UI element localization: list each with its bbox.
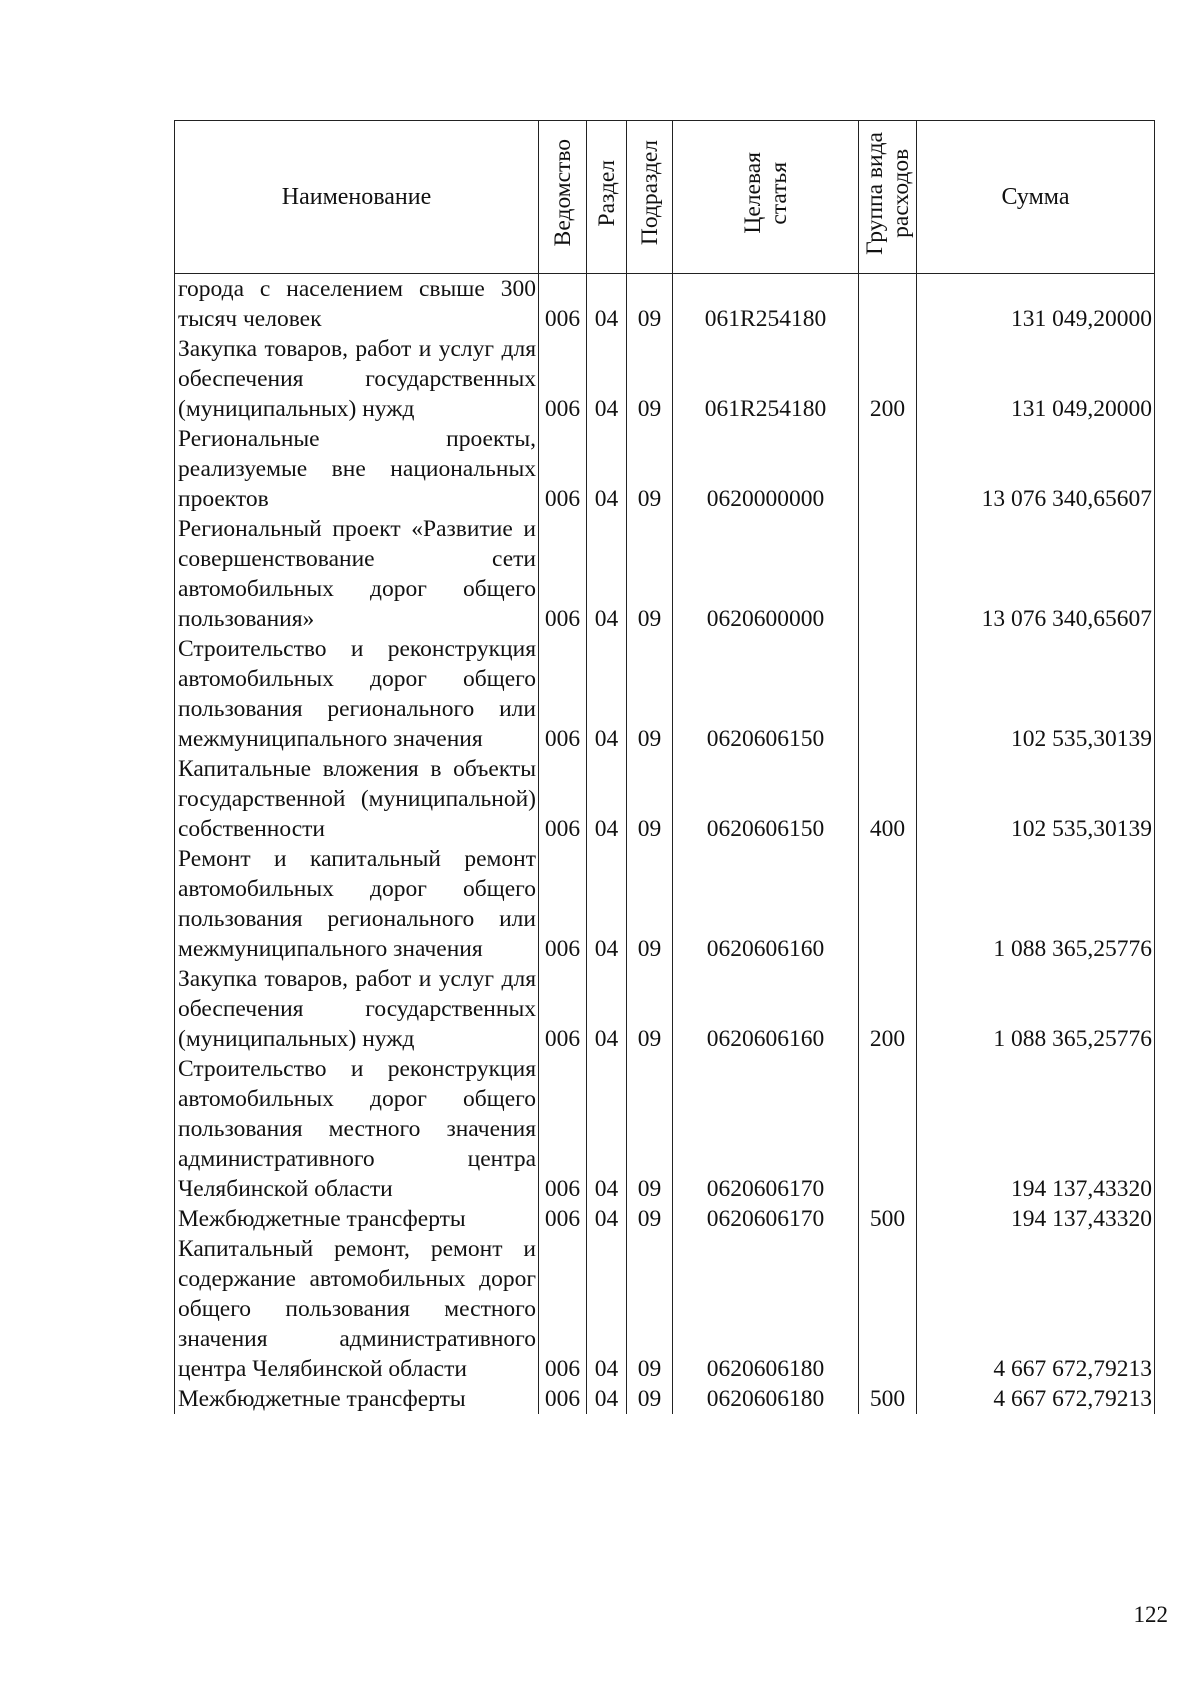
cell-name: города с населением свыше 300 тысяч человек xyxy=(175,274,539,335)
cell-podrazdel: 09 xyxy=(627,754,673,844)
cell-vedomstvo: 006 xyxy=(539,964,587,1054)
header-celevaya-statya: Целевая статья xyxy=(673,121,859,274)
cell-podrazdel: 09 xyxy=(627,964,673,1054)
table-row xyxy=(175,514,1155,634)
cell-summa: 4 667 672,79213 xyxy=(917,1384,1155,1414)
cell-podrazdel: 09 xyxy=(627,514,673,634)
cell-celevaya-statya: 0620606180 xyxy=(673,1384,859,1414)
cell-podrazdel: 09 xyxy=(627,274,673,335)
cell-celevaya-statya: 0620606180 xyxy=(673,1234,859,1384)
cell-razdel: 04 xyxy=(587,634,627,754)
cell-summa: 102 535,30139 xyxy=(917,754,1155,844)
cell-celevaya-statya: 061R254180 xyxy=(673,334,859,424)
cell-gruppa: 200 xyxy=(859,964,917,1054)
cell-name: Закупка товаров, работ и услуг для обеспечения государственных (муниципальных) нужд xyxy=(175,964,539,1054)
cell-razdel: 04 xyxy=(587,514,627,634)
cell-razdel: 04 xyxy=(587,754,627,844)
cell-razdel: 04 xyxy=(587,1234,627,1384)
header-name: Наименование xyxy=(175,121,539,274)
cell-name: Капитальные вложения в объекты государственной (муниципальной) собственности xyxy=(175,754,539,844)
header-vedomstvo: Ведомство xyxy=(539,121,587,274)
cell-vedomstvo: 006 xyxy=(539,424,587,514)
cell-name: Межбюджетные трансферты xyxy=(175,1204,539,1234)
cell-podrazdel: 09 xyxy=(627,1204,673,1234)
cell-name: Региональные проекты, реализуемые вне национальных проектов xyxy=(175,424,539,514)
cell-vedomstvo: 006 xyxy=(539,844,587,964)
cell-gruppa xyxy=(859,1054,917,1204)
header-summa: Сумма xyxy=(917,121,1155,274)
cell-razdel: 04 xyxy=(587,964,627,1054)
cell-podrazdel: 09 xyxy=(627,1054,673,1204)
cell-summa: 131 049,20000 xyxy=(917,274,1155,335)
cell-vedomstvo: 006 xyxy=(539,754,587,844)
cell-podrazdel: 09 xyxy=(627,634,673,754)
cell-gruppa: 400 xyxy=(859,754,917,844)
cell-razdel: 04 xyxy=(587,334,627,424)
cell-celevaya-statya: 0620606150 xyxy=(673,634,859,754)
cell-razdel: 04 xyxy=(587,1384,627,1414)
cell-gruppa xyxy=(859,274,917,335)
header-podrazdel: Подраздел xyxy=(627,121,673,274)
table-row xyxy=(175,754,1155,844)
cell-summa: 13 076 340,65607 xyxy=(917,514,1155,634)
cell-summa: 13 076 340,65607 xyxy=(917,424,1155,514)
cell-vedomstvo: 006 xyxy=(539,1204,587,1234)
cell-name: Региональный проект «Развитие и совершенствование сети автомобильных дорог общего пользования» xyxy=(175,514,539,634)
table-row xyxy=(175,1204,1155,1234)
header-gruppa-vida-rashodov: Группа вида расходов xyxy=(859,121,917,274)
cell-podrazdel: 09 xyxy=(627,334,673,424)
table-row xyxy=(175,424,1155,514)
cell-celevaya-statya: 0620606170 xyxy=(673,1204,859,1234)
cell-name: Строительство и реконструкция автомобильных дорог общего пользования регионального или межмуниципального значения xyxy=(175,634,539,754)
table-row xyxy=(175,274,1155,335)
table-body xyxy=(175,274,1155,1415)
cell-summa: 102 535,30139 xyxy=(917,634,1155,754)
cell-gruppa xyxy=(859,844,917,964)
cell-podrazdel: 09 xyxy=(627,1384,673,1414)
cell-summa: 194 137,43320 xyxy=(917,1204,1155,1234)
cell-vedomstvo: 006 xyxy=(539,1384,587,1414)
table-row xyxy=(175,1234,1155,1384)
cell-gruppa xyxy=(859,424,917,514)
budget-table xyxy=(174,120,1155,1414)
cell-celevaya-statya: 0620600000 xyxy=(673,514,859,634)
cell-gruppa: 500 xyxy=(859,1384,917,1414)
cell-summa: 4 667 672,79213 xyxy=(917,1234,1155,1384)
table-row xyxy=(175,964,1155,1054)
cell-vedomstvo: 006 xyxy=(539,1234,587,1384)
cell-razdel: 04 xyxy=(587,424,627,514)
cell-summa: 1 088 365,25776 xyxy=(917,964,1155,1054)
table-row xyxy=(175,634,1155,754)
cell-gruppa: 200 xyxy=(859,334,917,424)
cell-podrazdel: 09 xyxy=(627,844,673,964)
cell-gruppa: 500 xyxy=(859,1204,917,1234)
cell-podrazdel: 09 xyxy=(627,1234,673,1384)
cell-celevaya-statya: 0620606170 xyxy=(673,1054,859,1204)
cell-vedomstvo: 006 xyxy=(539,514,587,634)
cell-summa: 1 088 365,25776 xyxy=(917,844,1155,964)
cell-celevaya-statya: 0620606160 xyxy=(673,964,859,1054)
cell-summa: 194 137,43320 xyxy=(917,1054,1155,1204)
cell-celevaya-statya: 0620000000 xyxy=(673,424,859,514)
cell-gruppa xyxy=(859,1234,917,1384)
page-number: 122 xyxy=(1133,1602,1168,1627)
table-row xyxy=(175,844,1155,964)
cell-vedomstvo: 006 xyxy=(539,634,587,754)
cell-razdel: 04 xyxy=(587,1204,627,1234)
cell-name: Закупка товаров, работ и услуг для обеспечения государственных (муниципальных) нужд xyxy=(175,334,539,424)
cell-summa: 131 049,20000 xyxy=(917,334,1155,424)
cell-razdel: 04 xyxy=(587,844,627,964)
table-row xyxy=(175,334,1155,424)
cell-podrazdel: 09 xyxy=(627,424,673,514)
cell-celevaya-statya: 061R254180 xyxy=(673,274,859,335)
cell-vedomstvo: 006 xyxy=(539,1054,587,1204)
cell-razdel: 04 xyxy=(587,1054,627,1204)
cell-gruppa xyxy=(859,634,917,754)
table-header xyxy=(175,121,1155,274)
cell-vedomstvo: 006 xyxy=(539,334,587,424)
header-razdel: Раздел xyxy=(587,121,627,274)
cell-razdel: 04 xyxy=(587,274,627,335)
cell-name: Ремонт и капитальный ремонт автомобильных дорог общего пользования регионального или межмуниципального значения xyxy=(175,844,539,964)
cell-name: Строительство и реконструкция автомобильных дорог общего пользования местного значения административного центра Челябинской области xyxy=(175,1054,539,1204)
cell-celevaya-statya: 0620606160 xyxy=(673,844,859,964)
table-row xyxy=(175,1054,1155,1204)
table-row xyxy=(175,1384,1155,1414)
cell-name: Межбюджетные трансферты xyxy=(175,1384,539,1414)
cell-gruppa xyxy=(859,514,917,634)
cell-vedomstvo: 006 xyxy=(539,274,587,335)
cell-celevaya-statya: 0620606150 xyxy=(673,754,859,844)
cell-name: Капитальный ремонт, ремонт и содержание автомобильных дорог общего пользования местного значения административного центра Челябинской области xyxy=(175,1234,539,1384)
